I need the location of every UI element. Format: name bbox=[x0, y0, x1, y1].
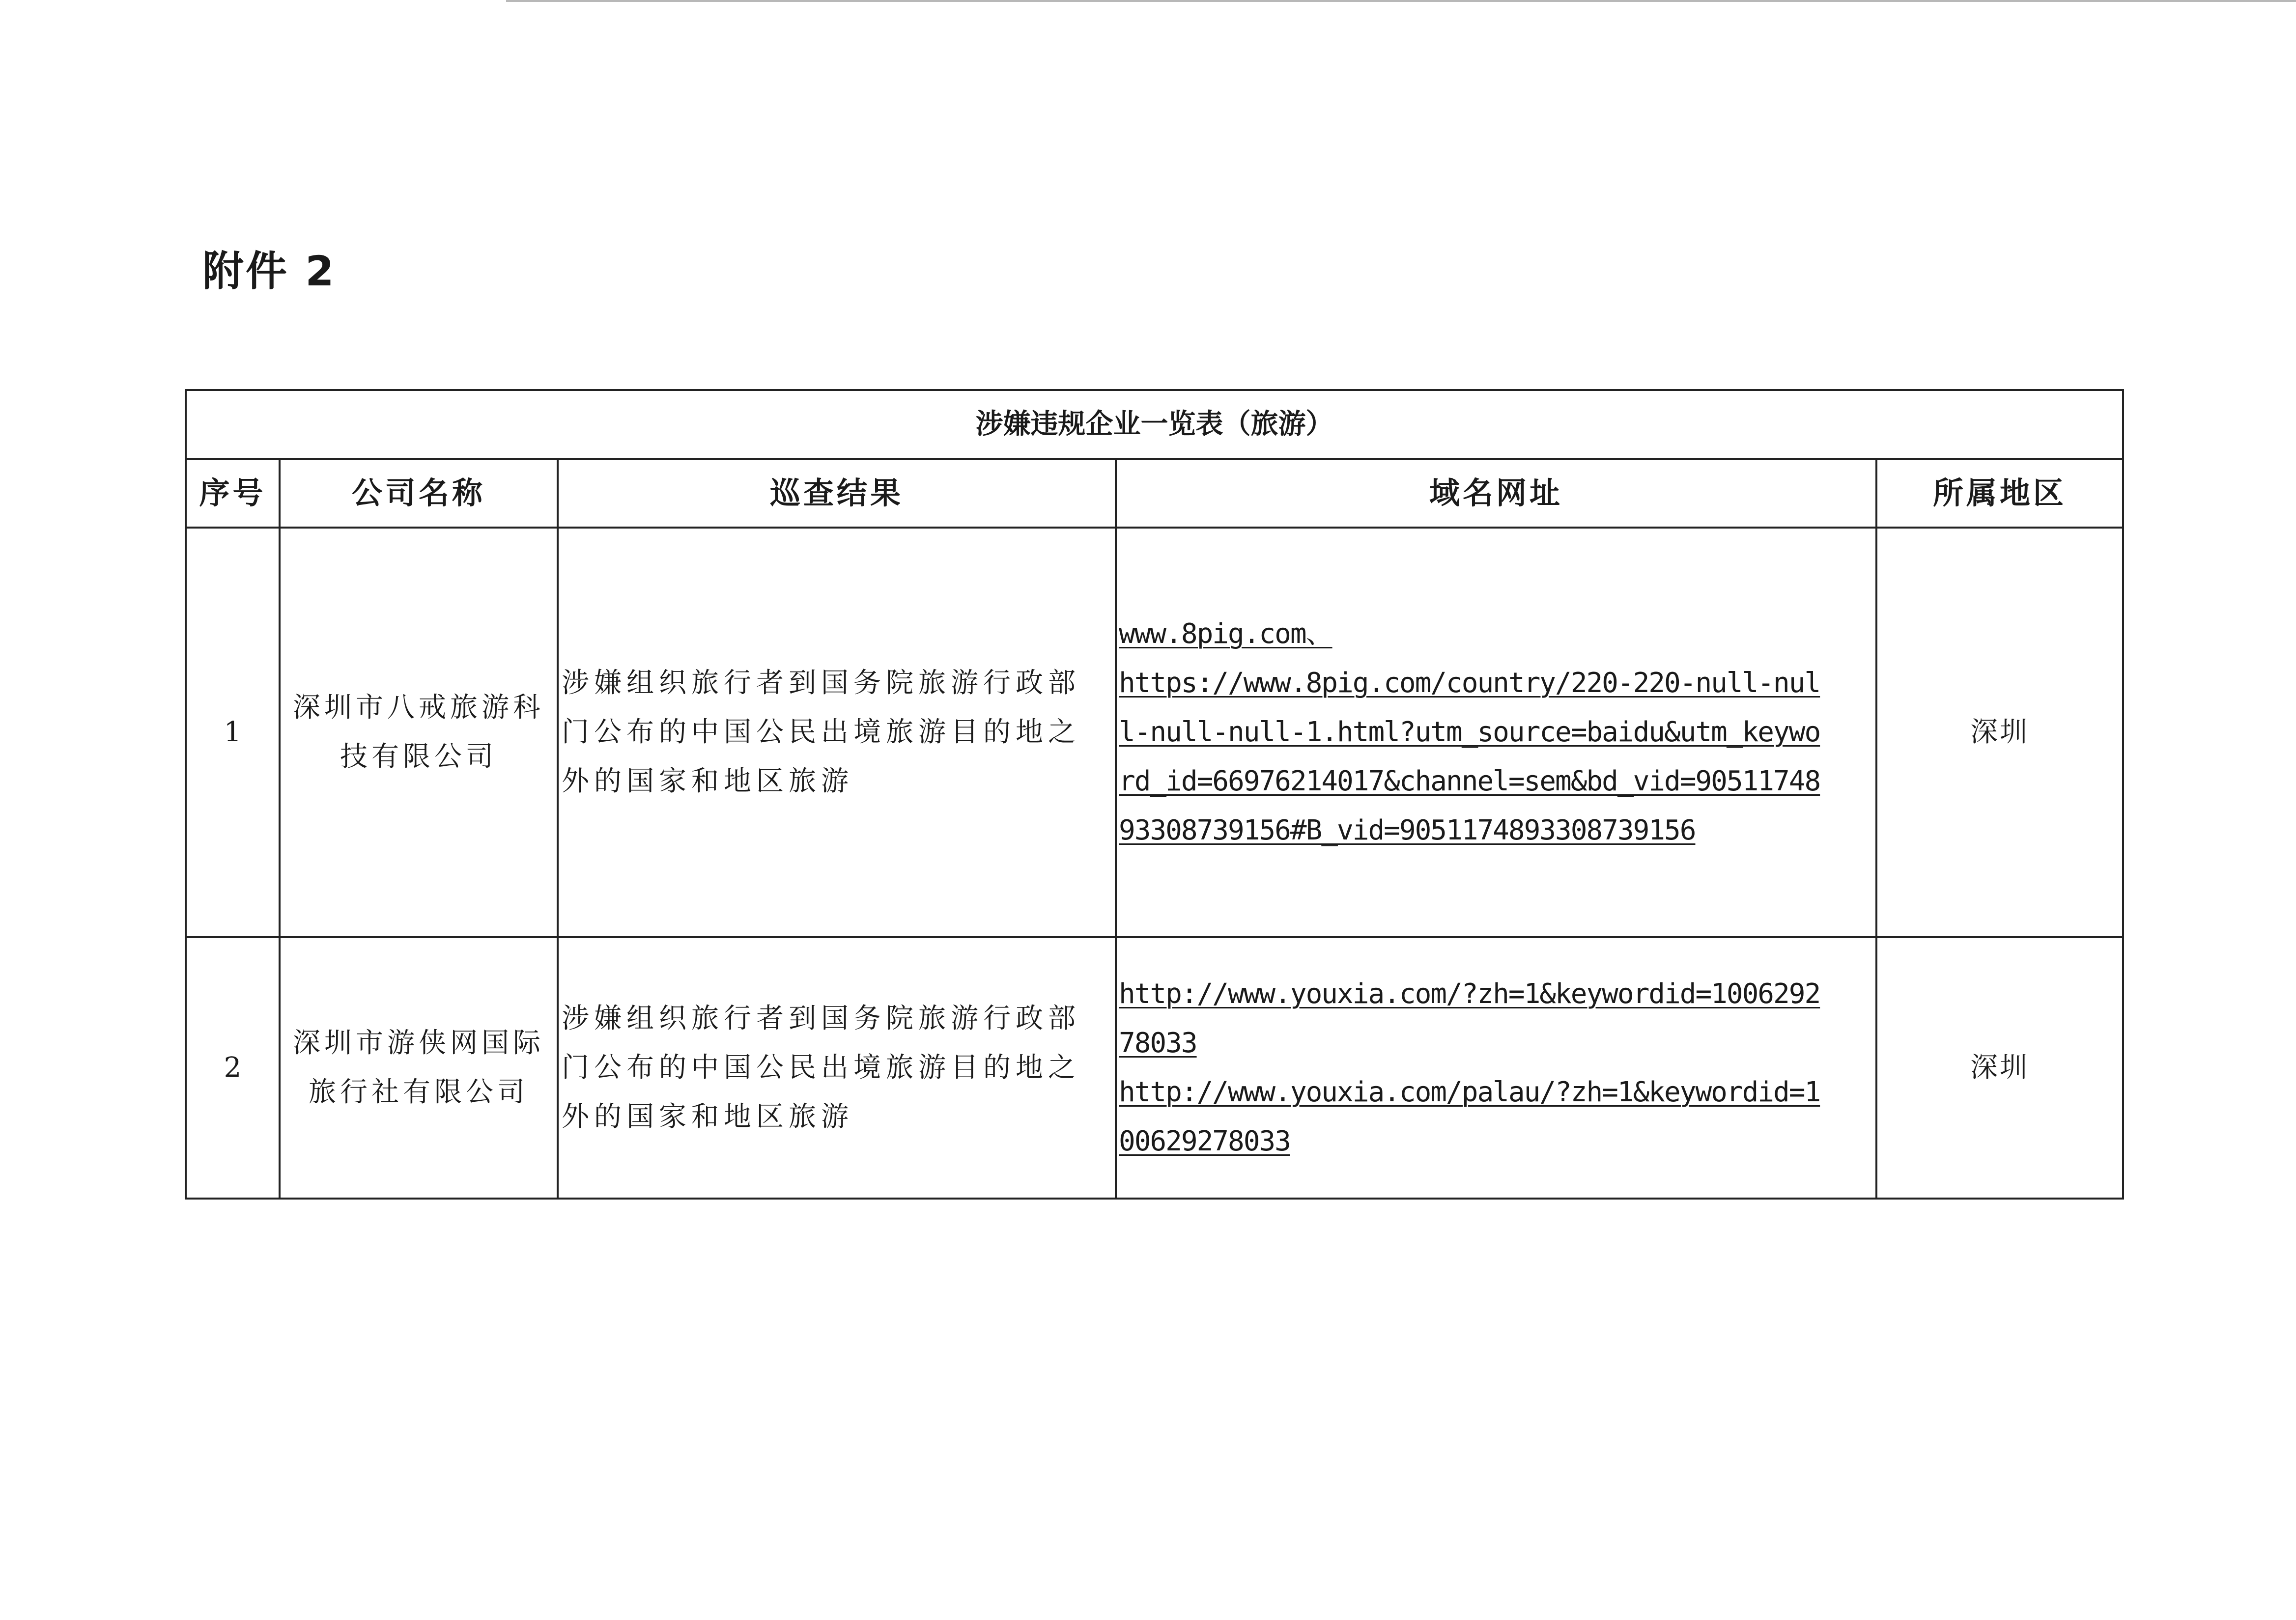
header-company-name: 公司名称 bbox=[280, 459, 558, 528]
url-link[interactable]: http://www.youxia.com/palau/?zh=1&keywordid=1 bbox=[1119, 1076, 1820, 1108]
result-line: 门公布的中国公民出境旅游目的地之 bbox=[562, 1052, 1080, 1084]
company-name-line: 旅行社有限公司 bbox=[309, 1076, 529, 1108]
url-link[interactable]: www.8pig.com、 bbox=[1119, 618, 1332, 650]
result-line: 外的国家和地区旅游 bbox=[562, 765, 853, 797]
table-header-row bbox=[186, 459, 2123, 528]
company-name-line: 技有限公司 bbox=[340, 741, 497, 773]
header-index: 序号 bbox=[186, 459, 280, 528]
result-line: 外的国家和地区旅游 bbox=[562, 1101, 853, 1133]
url-link[interactable]: http://www.youxia.com/?zh=1&keywordid=1006292 bbox=[1119, 978, 1820, 1010]
violation-list-table bbox=[185, 389, 2124, 1200]
company-name-cell bbox=[280, 528, 558, 937]
result-line: 涉嫌组织旅行者到国务院旅游行政部 bbox=[562, 667, 1080, 699]
url-link[interactable]: 93308739156#B_vid=9051174893308739156 bbox=[1119, 814, 1696, 846]
company-name-line: 深圳市游侠网国际 bbox=[293, 1027, 544, 1059]
result-line: 涉嫌组织旅行者到国务院旅游行政部 bbox=[562, 1003, 1080, 1034]
url-link[interactable]: https://www.8pig.com/country/220-220-null-nul bbox=[1119, 667, 1820, 699]
inspection-result-cell bbox=[558, 937, 1116, 1199]
result-line: 门公布的中国公民出境旅游目的地之 bbox=[562, 716, 1080, 748]
url-link[interactable]: l-null-null-1.html?utm_source=baidu&utm_keywo bbox=[1119, 716, 1820, 748]
table-row bbox=[186, 528, 2123, 937]
inspection-result-cell bbox=[558, 528, 1116, 937]
scan-edge-line bbox=[506, 0, 2296, 2]
company-name-cell bbox=[280, 937, 558, 1199]
region-cell: 深圳 bbox=[1876, 528, 2123, 937]
domain-url-cell bbox=[1116, 528, 1876, 937]
company-name-line: 深圳市八戒旅游科 bbox=[293, 692, 544, 724]
table-title: 涉嫌违规企业一览表（旅游） bbox=[186, 390, 2123, 459]
attachment-label: 附件 2 bbox=[202, 247, 336, 295]
url-link[interactable]: rd_id=66976214017&channel=sem&bd_vid=90511748 bbox=[1119, 765, 1820, 797]
row-index: 2 bbox=[186, 937, 280, 1199]
url-link[interactable]: 78033 bbox=[1119, 1027, 1197, 1059]
region-cell: 深圳 bbox=[1876, 937, 2123, 1199]
table-row bbox=[186, 937, 2123, 1199]
header-domain-url: 域名网址 bbox=[1116, 459, 1876, 528]
url-link[interactable]: 00629278033 bbox=[1119, 1125, 1290, 1157]
row-index: 1 bbox=[186, 528, 280, 937]
header-region: 所属地区 bbox=[1876, 459, 2123, 528]
header-inspection-result: 巡查结果 bbox=[558, 459, 1116, 528]
domain-url-cell bbox=[1116, 937, 1876, 1199]
